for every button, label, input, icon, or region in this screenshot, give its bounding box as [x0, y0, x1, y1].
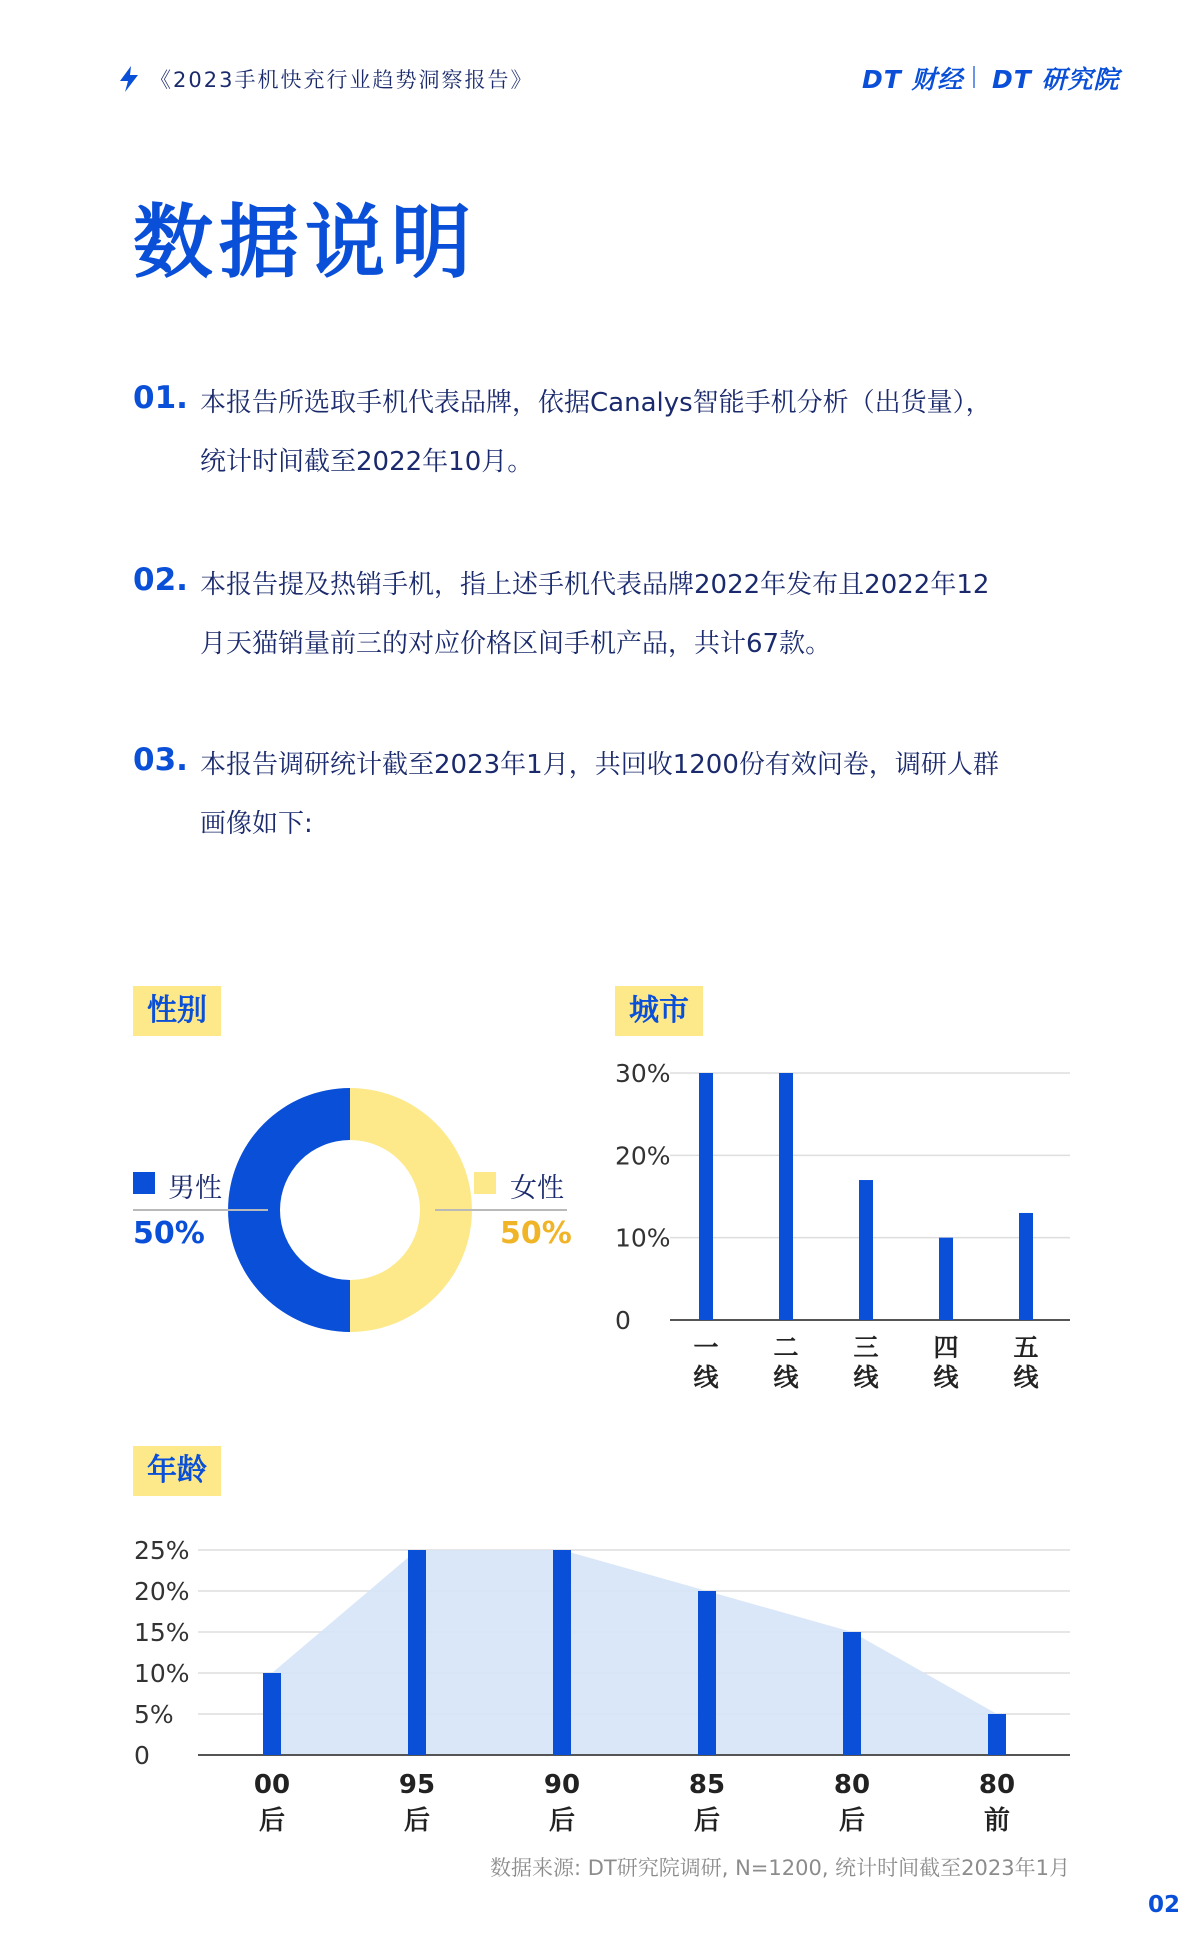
note-text-line: 本报告所选取手机代表品牌，依据Canalys智能手机分析（出货量）， [200, 388, 992, 418]
x-tick-label: 后 [258, 1806, 286, 1836]
y-tick-label: 10% [134, 1659, 190, 1688]
y-tick-label: 15% [134, 1618, 190, 1647]
section-label-gender: 性别 [133, 986, 221, 1036]
page-title: 数据说明 [133, 196, 477, 289]
logo-dt-research: DT 研究院 [992, 65, 1120, 94]
legend-value-female: 50% [500, 1216, 572, 1251]
x-tick-label: 后 [548, 1806, 576, 1836]
bar-二线 [779, 1073, 793, 1320]
age-bar-chart [120, 1520, 1080, 1840]
note-text-line: 画像如下: [200, 809, 313, 839]
lightning-icon [118, 66, 140, 92]
data-source-note: 数据来源: DT研究院调研, N=1200, 统计时间截至2023年1月 [489, 1856, 1070, 1880]
y-tick-label: 5% [134, 1700, 174, 1729]
age-area [272, 1550, 997, 1755]
bar-四线 [939, 1238, 953, 1320]
x-tick-label: 一 [693, 1333, 719, 1362]
x-tick-label: 后 [838, 1806, 866, 1836]
bar-80后 [843, 1632, 861, 1755]
x-tick-label: 三 [853, 1333, 879, 1362]
bar-00后 [263, 1673, 281, 1755]
note-text-line: 本报告调研统计截至2023年1月，共回收1200份有效问卷，调研人群 [200, 750, 999, 780]
bar-三线 [859, 1180, 873, 1320]
page-number: 02 [1148, 1892, 1181, 1918]
x-tick-label: 80 [978, 1770, 1016, 1800]
x-tick-label: 90 [543, 1770, 581, 1800]
x-tick-label: 前 [983, 1806, 1011, 1836]
x-tick-label: 五 [1013, 1333, 1039, 1362]
x-tick-label: 二 [773, 1333, 799, 1362]
legend-swatch-female [474, 1172, 496, 1194]
bar-85后 [698, 1591, 716, 1755]
bar-95后 [408, 1550, 426, 1755]
legend-label-male: 男性 [168, 1173, 222, 1204]
bar-90后 [553, 1550, 571, 1755]
legend-leader-line [133, 1209, 268, 1211]
note-text-line: 本报告提及热销手机，指上述手机代表品牌2022年发布且2022年12 [200, 570, 990, 600]
y-tick-label: 0 [615, 1306, 631, 1335]
x-tick-label: 00 [253, 1770, 291, 1800]
logo-dt-finance: DT 财经 [862, 65, 964, 94]
x-tick-label: 线 [1013, 1363, 1039, 1392]
x-tick-label: 后 [403, 1806, 431, 1836]
y-tick-label: 25% [134, 1536, 190, 1565]
x-tick-label: 95 [398, 1770, 436, 1800]
y-tick-label: 20% [615, 1141, 671, 1171]
x-tick-label: 80 [833, 1770, 871, 1800]
legend-leader-line [435, 1209, 567, 1211]
report-title: 《2023手机快充行业趋势洞察报告》 [150, 68, 534, 92]
x-tick-label: 线 [773, 1363, 799, 1392]
x-tick-label: 后 [693, 1806, 721, 1836]
legend-value-male: 50% [133, 1216, 205, 1251]
bar-一线 [699, 1073, 713, 1320]
legend-label-female: 女性 [510, 1173, 564, 1204]
logo-divider [973, 66, 975, 88]
y-tick-label: 10% [615, 1223, 671, 1253]
city-bar-chart [600, 1050, 1080, 1410]
y-tick-label: 0 [134, 1741, 150, 1770]
section-label-age: 年龄 [133, 1446, 221, 1496]
x-tick-label: 85 [688, 1770, 726, 1800]
bar-五线 [1019, 1213, 1033, 1320]
note-number: 01. [133, 380, 188, 416]
x-tick-label: 四 [933, 1333, 959, 1362]
note-number: 03. [133, 742, 188, 778]
note-text-line: 月天猫销量前三的对应价格区间手机产品，共计67款。 [200, 629, 832, 659]
note-text-line: 统计时间截至2022年10月。 [200, 447, 534, 477]
x-tick-label: 线 [933, 1363, 959, 1392]
x-tick-label: 线 [853, 1363, 879, 1392]
x-tick-label: 线 [693, 1363, 719, 1392]
legend-swatch-male [133, 1172, 155, 1194]
bar-80前 [988, 1714, 1006, 1755]
y-tick-label: 30% [615, 1059, 671, 1088]
y-tick-label: 20% [134, 1577, 190, 1606]
section-label-city: 城市 [615, 986, 703, 1036]
note-number: 02. [133, 562, 188, 598]
